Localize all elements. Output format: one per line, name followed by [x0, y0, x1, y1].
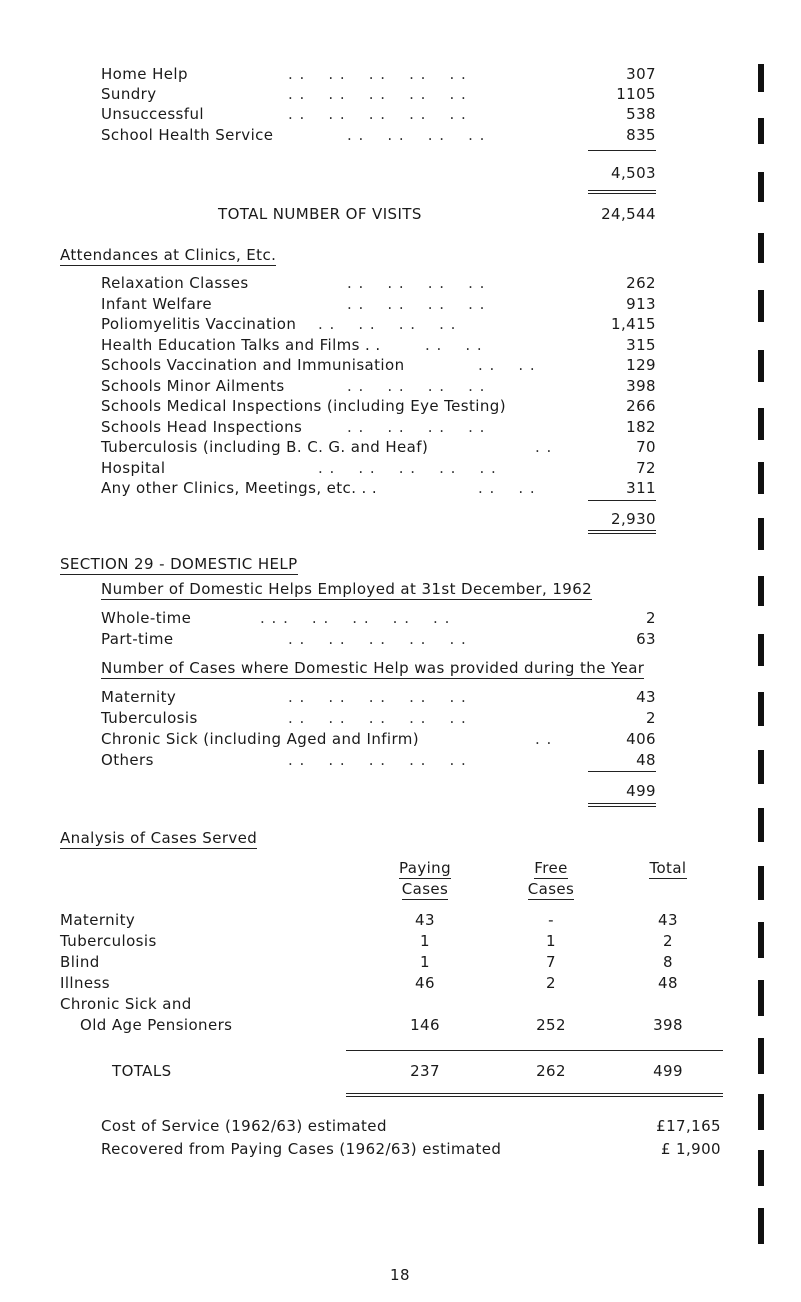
- rule: [588, 771, 656, 772]
- totals-label: TOTALS: [112, 1062, 172, 1080]
- visits-total: 24,544: [601, 205, 656, 223]
- clinic-label: Relaxation Classes: [101, 274, 249, 292]
- rule: [588, 806, 656, 807]
- analysis-heading: Analysis of Cases Served: [60, 829, 258, 847]
- employed-value: 63: [636, 630, 656, 648]
- visits-value-sundry: 1105: [616, 85, 656, 103]
- rule: [346, 1096, 723, 1097]
- analysis-paying: 1: [420, 953, 430, 971]
- clinic-label: Poliomyelitis Vaccination: [101, 315, 297, 333]
- analysis-free: 7: [546, 953, 556, 971]
- leader-dots: . .: [535, 438, 553, 456]
- visits-label-unsuccessful: Unsuccessful: [101, 105, 204, 123]
- recovered-label: Recovered from Paying Cases (1962/63) estimated: [101, 1140, 502, 1158]
- clinic-label: Schools Medical Inspections (including Eye Testing): [101, 397, 506, 415]
- analysis-row-label: Maternity: [60, 911, 136, 929]
- clinic-value: 129: [626, 356, 656, 374]
- section-heading: SECTION 29 - DOMESTIC HELP: [60, 555, 298, 573]
- rule: [588, 533, 656, 534]
- visits-total-label: TOTAL NUMBER OF VISITS: [218, 205, 422, 223]
- leader-dots: . . . .: [425, 336, 483, 354]
- leader-dots: . . . . . . . . . .: [288, 688, 467, 706]
- leader-dots: . . . .: [478, 356, 536, 374]
- cases-heading: Number of Cases where Domestic Help was provided during the Year: [101, 659, 645, 677]
- clinic-value: 398: [626, 377, 656, 395]
- analysis-free: -: [548, 911, 554, 929]
- clinic-label: Infant Welfare: [101, 295, 213, 313]
- clinic-value: 182: [626, 418, 656, 436]
- leader-dots: . . . . . . . .: [318, 315, 457, 333]
- employed-label: Part-time: [101, 630, 174, 648]
- leader-dots: . . . . . . . . . .: [288, 630, 467, 648]
- cases-value: 48: [636, 751, 656, 769]
- analysis-total: 48: [658, 974, 678, 992]
- analysis-row-label: Blind: [60, 953, 100, 971]
- analysis-total: 43: [658, 911, 678, 929]
- clinics-heading: Attendances at Clinics, Etc.: [60, 246, 277, 264]
- visits-value-home-help: 307: [626, 65, 656, 83]
- analysis-row-label: Tuberculosis: [60, 932, 157, 950]
- totals-free: 262: [536, 1062, 566, 1080]
- leader-dots: . . . .: [478, 479, 536, 497]
- analysis-free: 252: [536, 1016, 566, 1034]
- leader-dots: . . . . . . . . . .: [288, 85, 467, 103]
- clinic-value: 72: [636, 459, 656, 477]
- clinics-total: 2,930: [611, 510, 656, 528]
- analysis-row-label: Chronic Sick and: [60, 995, 192, 1013]
- cost-label: Cost of Service (1962/63) estimated: [101, 1117, 387, 1135]
- analysis-row-label: Illness: [60, 974, 110, 992]
- col-paying-header: Paying: [398, 859, 452, 877]
- employed-label: Whole-time: [101, 609, 192, 627]
- cases-total: 499: [626, 782, 656, 800]
- rule: [588, 193, 656, 194]
- leader-dots: . . . . . . . . . . .: [260, 609, 451, 627]
- visits-label-school-health: School Health Service: [101, 126, 274, 144]
- leader-dots: . . . . . . . . . .: [318, 459, 497, 477]
- leader-dots: . . . . . . . .: [347, 377, 486, 395]
- clinic-label: Schools Vaccination and Immunisation: [101, 356, 405, 374]
- clinic-label: Hospital: [101, 459, 166, 477]
- analysis-free: 2: [546, 974, 556, 992]
- rule: [588, 500, 656, 501]
- rule: [346, 1050, 723, 1051]
- cases-label: Chronic Sick (including Aged and Infirm): [101, 730, 420, 748]
- clinic-value: 266: [626, 397, 656, 415]
- cases-value: 406: [626, 730, 656, 748]
- page-number: 18: [390, 1266, 410, 1284]
- analysis-paying: 1: [420, 932, 430, 950]
- rule: [588, 530, 656, 531]
- visits-label-home-help: Home Help: [101, 65, 188, 83]
- cases-value: 2: [646, 709, 656, 727]
- employed-value: 2: [646, 609, 656, 627]
- recovered-value: £ 1,900: [660, 1140, 721, 1158]
- clinic-value: 70: [636, 438, 656, 456]
- analysis-paying: 46: [415, 974, 435, 992]
- analysis-paying: 146: [410, 1016, 440, 1034]
- rule: [588, 150, 656, 151]
- employed-heading: Number of Domestic Helps Employed at 31st December, 1962: [101, 580, 593, 598]
- analysis-total: 398: [653, 1016, 683, 1034]
- leader-dots: . .: [535, 730, 553, 748]
- totals-total: 499: [653, 1062, 683, 1080]
- analysis-total: 2: [663, 932, 673, 950]
- clinic-label: Tuberculosis (including B. C. G. and Heaf): [101, 438, 429, 456]
- clinic-value: 1,415: [611, 315, 656, 333]
- rule: [346, 1093, 723, 1094]
- leader-dots: . . . . . . . .: [347, 418, 486, 436]
- analysis-paying: 43: [415, 911, 435, 929]
- analysis-total: 8: [663, 953, 673, 971]
- clinic-value: 315: [626, 336, 656, 354]
- analysis-row-label: Old Age Pensioners: [80, 1016, 233, 1034]
- col-paying-subheader: Cases: [401, 880, 449, 898]
- clinic-label: Schools Head Inspections: [101, 418, 303, 436]
- clinic-label: Schools Minor Ailments: [101, 377, 285, 395]
- leader-dots: . . . . . . . .: [347, 126, 486, 144]
- cases-value: 43: [636, 688, 656, 706]
- cases-label: Maternity: [101, 688, 177, 706]
- visits-label-sundry: Sundry: [101, 85, 157, 103]
- leader-dots: . . . . . . . . . .: [288, 65, 467, 83]
- visits-subtotal: 4,503: [611, 164, 656, 182]
- col-free-header: Free: [534, 859, 568, 877]
- totals-paying: 237: [410, 1062, 440, 1080]
- clinic-value: 913: [626, 295, 656, 313]
- leader-dots: . . . . . . . . . .: [288, 105, 467, 123]
- leader-dots: . . . . . . . . . .: [288, 751, 467, 769]
- rule: [588, 190, 656, 191]
- clinic-value: 262: [626, 274, 656, 292]
- clinic-label: Any other Clinics, Meetings, etc. . .: [101, 479, 378, 497]
- clinic-value: 311: [626, 479, 656, 497]
- visits-value-unsuccessful: 538: [626, 105, 656, 123]
- leader-dots: . . . . . . . .: [347, 295, 486, 313]
- cases-label: Others: [101, 751, 154, 769]
- cases-label: Tuberculosis: [101, 709, 198, 727]
- rule: [588, 803, 656, 804]
- col-free-subheader: Cases: [527, 880, 575, 898]
- visits-value-school-health: 835: [626, 126, 656, 144]
- cost-value: £17,165: [656, 1117, 721, 1135]
- clinic-label: Health Education Talks and Films . .: [101, 336, 381, 354]
- col-total-header: Total: [649, 859, 687, 877]
- leader-dots: . . . . . . . . . .: [288, 709, 467, 727]
- analysis-free: 1: [546, 932, 556, 950]
- leader-dots: . . . . . . . .: [347, 274, 486, 292]
